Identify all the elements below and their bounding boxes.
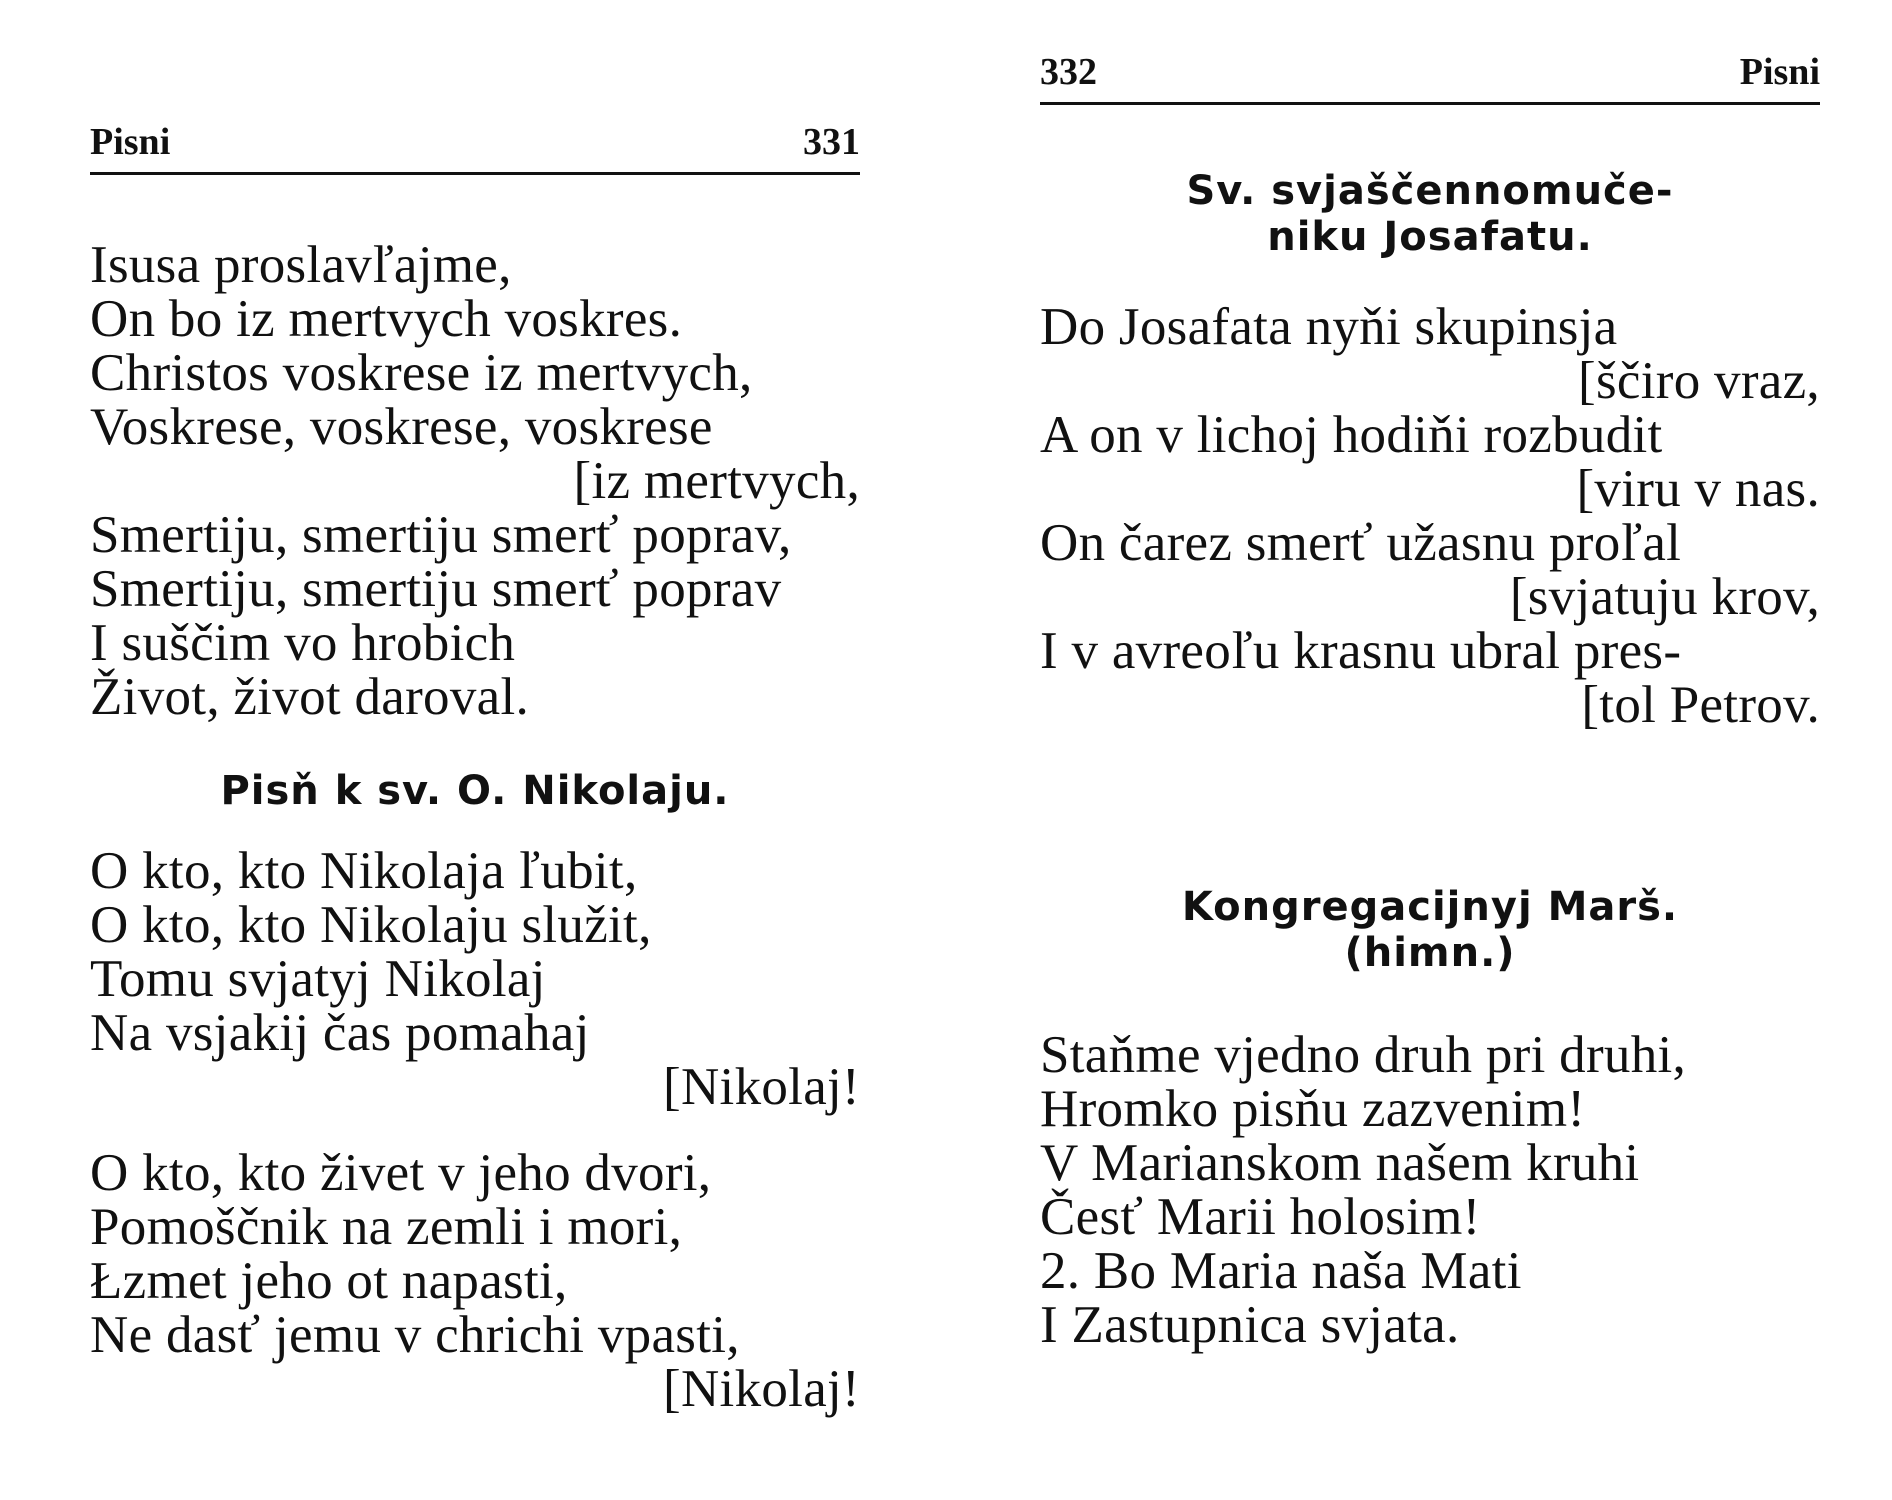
page-number: 332 [1040,51,1097,93]
verse-line: Isusa proslavľajme, [90,236,512,294]
verse-line-continuation: [Nikolaj! [663,1360,860,1418]
verse-line-continuation: [tol Petrov. [1581,676,1820,734]
verse-march [1040,1028,1820,1352]
verse-line-continuation: [Nikolaj! [663,1058,860,1116]
running-title: Pisni [1739,51,1820,93]
song-title-line: Sv. svjaščennomuče- [1186,168,1674,214]
verse-line-continuation: [iz mertvych, [573,452,860,510]
verse-easter [90,238,860,724]
verse-line-continuation: [ščiro vraz, [1578,352,1820,410]
running-header [1040,52,1820,105]
verse-line: Smertiju, smertiju smerť poprav [90,560,782,618]
verse-line-continuation: [viru v nas. [1576,460,1820,518]
verse-line: Česť Marii holosim! [1040,1188,1481,1246]
verse-line: O kto, kto živet v jeho dvori, [90,1144,712,1202]
verse-nikolaj-2 [90,1146,860,1416]
song-title-nikolaj [90,768,860,814]
verse-line: I suščim vo hrobich [90,614,516,672]
verse-line: Tomu svjatyj Nikolaj [90,950,546,1008]
verse-line: 2. Bo Maria naša Mati [1040,1242,1522,1300]
verse-line: Hromko pisňu zazvenim! [1040,1080,1586,1138]
verse-line: Christos voskrese iz mertvych, [90,344,753,402]
song-title-march [1040,884,1820,976]
verse-josafat [1040,300,1820,732]
verse-line: I Zastupnica svjata. [1040,1296,1460,1354]
song-title-line: Kongregacijnyj Marš. [1181,884,1679,930]
song-title: Pisň k sv. O. Nikolaju. [220,768,730,814]
verse-line: Do Josafata nyňi skupinsja [1040,298,1618,356]
verse-line: Ne dasť jemu v chrichi vpasti, [90,1306,740,1364]
verse-line: I v avreoľu krasnu ubral pres- [1040,622,1682,680]
verse-nikolaj-1 [90,844,860,1114]
verse-line: A on v lichoj hodiňi rozbudit [1040,406,1663,464]
verse-line: Staňme vjedno druh pri druhi, [1040,1026,1687,1084]
verse-line-continuation: [svjatuju krov, [1509,568,1820,626]
running-header [90,122,860,175]
verse-line: Život, život daroval. [90,668,530,726]
verse-line: Pomoščnik na zemli i mori, [90,1198,683,1256]
verse-line: O kto, kto Nikolaju služit, [90,896,652,954]
verse-line: V Marianskom našem kruhi [1040,1134,1640,1192]
song-title-josafat [1040,168,1820,260]
verse-line: On bo iz mertvych voskres. [90,290,683,348]
verse-line: Na vsjakij čas pomahaj [90,1004,590,1062]
verse-line: O kto, kto Nikolaja ľubit, [90,842,638,900]
running-title: Pisni [90,121,171,163]
song-title-line: (himn.) [1344,930,1516,976]
verse-line: Łzmet jeho ot napasti, [90,1252,568,1310]
verse-line: Smertiju, smertiju smerť poprav, [90,506,792,564]
verse-line: Voskrese, voskrese, voskrese [90,398,713,456]
song-title-line: niku Josafatu. [1267,214,1593,260]
page-number: 331 [803,121,860,163]
verse-line: On čarez smerť užasnu proľal [1040,514,1682,572]
